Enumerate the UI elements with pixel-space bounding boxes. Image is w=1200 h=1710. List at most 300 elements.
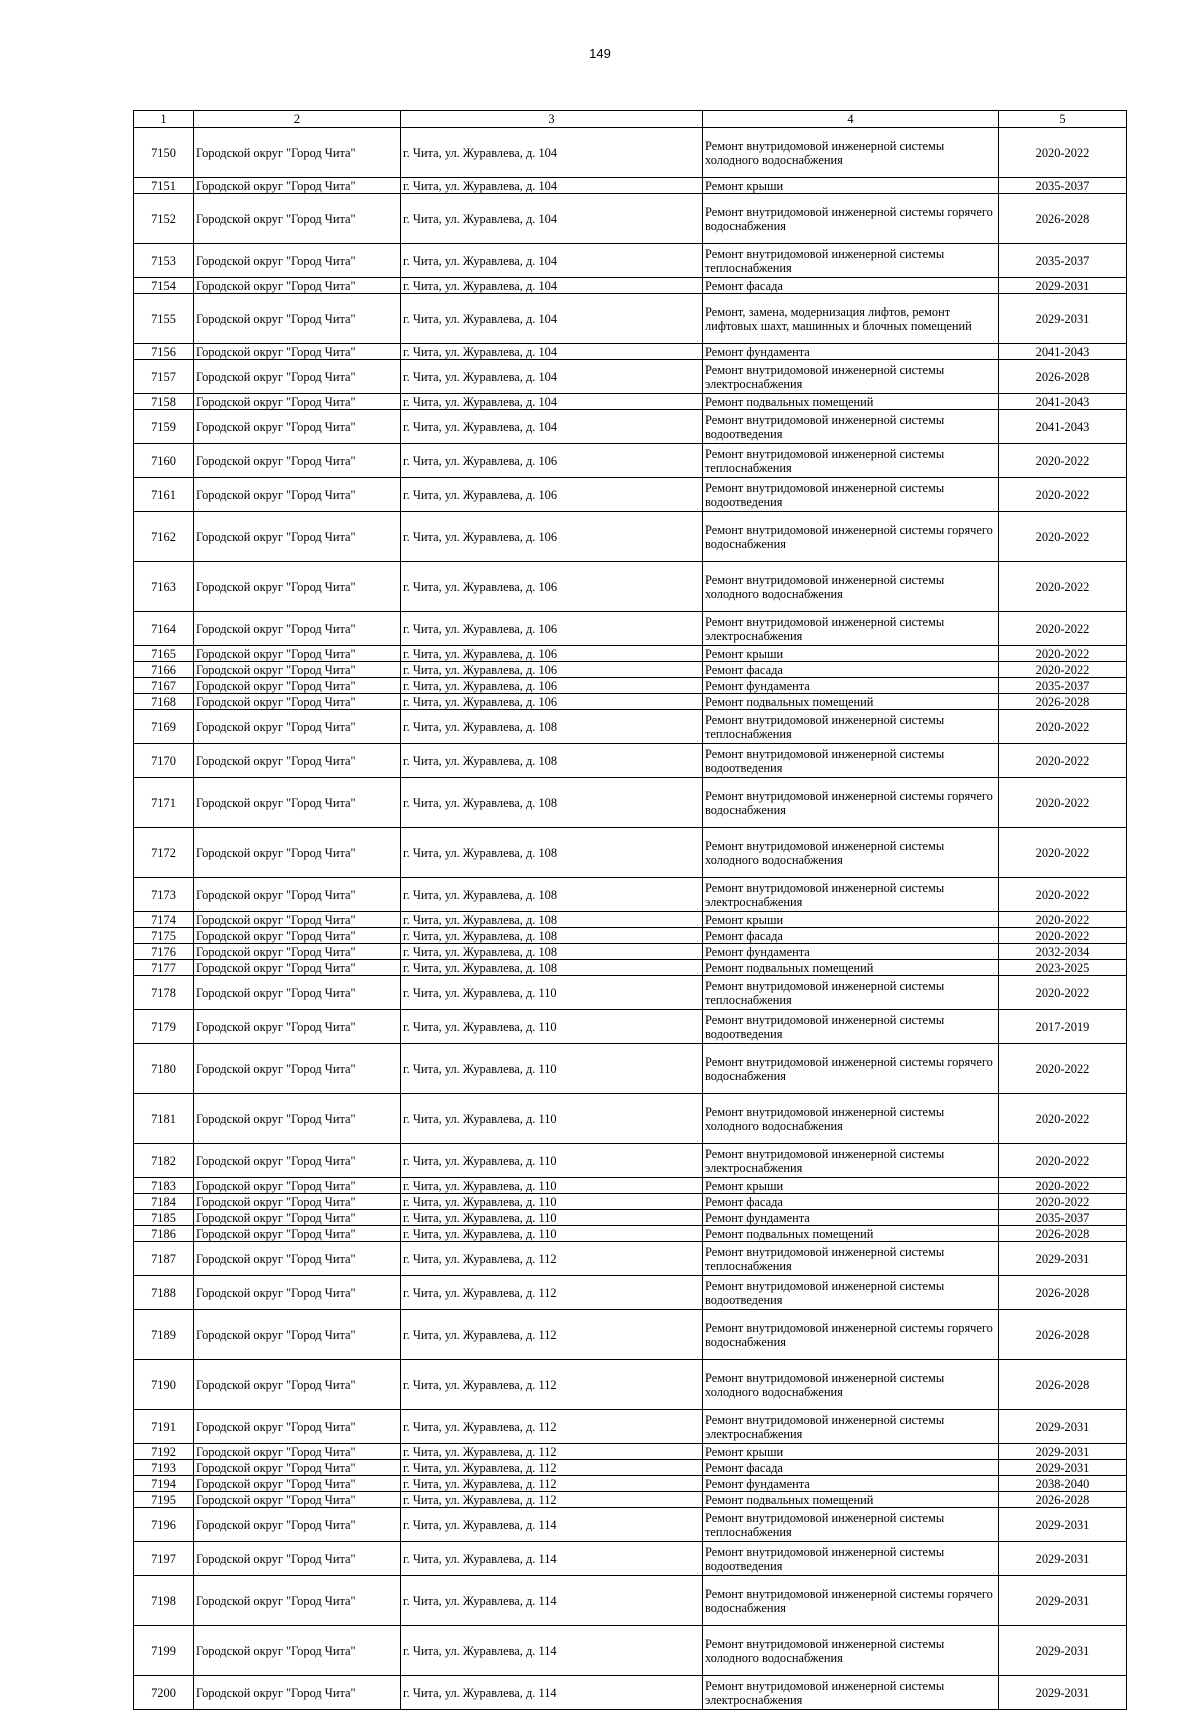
- work-type-cell: Ремонт фасада: [703, 1460, 999, 1476]
- table-row: [134, 1144, 1127, 1178]
- work-type-cell: Ремонт подвальных помещений: [703, 694, 999, 710]
- period-cell: 2020-2022: [999, 512, 1127, 562]
- row-number-cell: 7151: [134, 178, 194, 194]
- period-cell: 2020-2022: [999, 128, 1127, 178]
- work-type-cell: Ремонт внутридомовой инженерной системы водоотведения: [703, 744, 999, 778]
- table-row: [134, 944, 1127, 960]
- row-number-cell: 7190: [134, 1360, 194, 1410]
- municipality-cell: Городской округ "Город Чита": [194, 828, 401, 878]
- period-cell: 2026-2028: [999, 694, 1127, 710]
- table-row: [134, 1094, 1127, 1144]
- period-cell: 2020-2022: [999, 928, 1127, 944]
- work-type-cell: Ремонт внутридомовой инженерной системы водоотведения: [703, 1010, 999, 1044]
- work-type-cell: Ремонт внутридомовой инженерной системы теплоснабжения: [703, 444, 999, 478]
- work-type-cell: Ремонт внутридомовой инженерной системы горячего водоснабжения: [703, 778, 999, 828]
- row-number-cell: 7196: [134, 1508, 194, 1542]
- table-row: [134, 194, 1127, 244]
- table-row: [134, 928, 1127, 944]
- municipality-cell: Городской округ "Город Чита": [194, 344, 401, 360]
- table-row: [134, 244, 1127, 278]
- municipality-cell: Городской округ "Город Чита": [194, 1276, 401, 1310]
- address-cell: г. Чита, ул. Журавлева, д. 112: [401, 1460, 703, 1476]
- period-cell: 2020-2022: [999, 1178, 1127, 1194]
- work-type-cell: Ремонт внутридомовой инженерной системы теплоснабжения: [703, 976, 999, 1010]
- column-header: 5: [999, 111, 1127, 128]
- address-cell: г. Чита, ул. Журавлева, д. 112: [401, 1444, 703, 1460]
- row-number-cell: 7171: [134, 778, 194, 828]
- municipality-cell: Городской округ "Город Чита": [194, 878, 401, 912]
- address-cell: г. Чита, ул. Журавлева, д. 106: [401, 678, 703, 694]
- address-cell: г. Чита, ул. Журавлева, д. 112: [401, 1492, 703, 1508]
- row-number-cell: 7182: [134, 1144, 194, 1178]
- row-number-cell: 7200: [134, 1676, 194, 1710]
- row-number-cell: 7179: [134, 1010, 194, 1044]
- period-cell: 2017-2019: [999, 1010, 1127, 1044]
- row-number-cell: 7165: [134, 646, 194, 662]
- row-number-cell: 7192: [134, 1444, 194, 1460]
- period-cell: 2026-2028: [999, 194, 1127, 244]
- municipality-cell: Городской округ "Город Чита": [194, 612, 401, 646]
- municipality-cell: Городской округ "Город Чита": [194, 1178, 401, 1194]
- table-row: [134, 612, 1127, 646]
- work-type-cell: Ремонт внутридомовой инженерной системы горячего водоснабжения: [703, 512, 999, 562]
- address-cell: г. Чита, ул. Журавлева, д. 104: [401, 344, 703, 360]
- table-row: [134, 178, 1127, 194]
- table-row: [134, 1310, 1127, 1360]
- address-cell: г. Чита, ул. Журавлева, д. 104: [401, 278, 703, 294]
- row-number-cell: 7166: [134, 662, 194, 678]
- table-row: [134, 1276, 1127, 1310]
- row-number-cell: 7150: [134, 128, 194, 178]
- municipality-cell: Городской округ "Город Чита": [194, 1410, 401, 1444]
- row-number-cell: 7174: [134, 912, 194, 928]
- work-type-cell: Ремонт подвальных помещений: [703, 1492, 999, 1508]
- municipality-cell: Городской округ "Город Чита": [194, 1210, 401, 1226]
- row-number-cell: 7167: [134, 678, 194, 694]
- table-row: [134, 960, 1127, 976]
- address-cell: г. Чита, ул. Журавлева, д. 114: [401, 1508, 703, 1542]
- work-type-cell: Ремонт внутридомовой инженерной системы теплоснабжения: [703, 1242, 999, 1276]
- table-row: [134, 512, 1127, 562]
- row-number-cell: 7155: [134, 294, 194, 344]
- address-cell: г. Чита, ул. Журавлева, д. 112: [401, 1476, 703, 1492]
- row-number-cell: 7181: [134, 1094, 194, 1144]
- table-row: [134, 1044, 1127, 1094]
- municipality-cell: Городской округ "Город Чита": [194, 360, 401, 394]
- period-cell: 2026-2028: [999, 1360, 1127, 1410]
- work-type-cell: Ремонт внутридомовой инженерной системы водоотведения: [703, 1542, 999, 1576]
- period-cell: 2029-2031: [999, 1542, 1127, 1576]
- period-cell: 2020-2022: [999, 478, 1127, 512]
- address-cell: г. Чита, ул. Журавлева, д. 104: [401, 194, 703, 244]
- row-number-cell: 7159: [134, 410, 194, 444]
- row-number-cell: 7156: [134, 344, 194, 360]
- address-cell: г. Чита, ул. Журавлева, д. 110: [401, 1226, 703, 1242]
- municipality-cell: Городской округ "Город Чита": [194, 278, 401, 294]
- municipality-cell: Городской округ "Город Чита": [194, 744, 401, 778]
- work-type-cell: Ремонт фасада: [703, 1194, 999, 1210]
- period-cell: 2026-2028: [999, 1492, 1127, 1508]
- municipality-cell: Городской округ "Город Чита": [194, 562, 401, 612]
- row-number-cell: 7169: [134, 710, 194, 744]
- municipality-cell: Городской округ "Город Чита": [194, 1310, 401, 1360]
- row-number-cell: 7170: [134, 744, 194, 778]
- work-type-cell: Ремонт внутридомовой инженерной системы водоотведения: [703, 410, 999, 444]
- period-cell: 2020-2022: [999, 646, 1127, 662]
- period-cell: 2020-2022: [999, 1044, 1127, 1094]
- column-number-row: [134, 111, 1127, 128]
- row-number-cell: 7194: [134, 1476, 194, 1492]
- column-header: 3: [401, 111, 703, 128]
- row-number-cell: 7186: [134, 1226, 194, 1242]
- column-header: 2: [194, 111, 401, 128]
- period-cell: 2029-2031: [999, 1444, 1127, 1460]
- address-cell: г. Чита, ул. Журавлева, д. 110: [401, 976, 703, 1010]
- period-cell: 2020-2022: [999, 612, 1127, 646]
- municipality-cell: Городской округ "Город Чита": [194, 1492, 401, 1508]
- table-row: [134, 976, 1127, 1010]
- table-row: [134, 710, 1127, 744]
- table-row: [134, 1194, 1127, 1210]
- table-row: [134, 878, 1127, 912]
- work-type-cell: Ремонт внутридомовой инженерной системы электроснабжения: [703, 878, 999, 912]
- municipality-cell: Городской округ "Город Чита": [194, 1576, 401, 1626]
- address-cell: г. Чита, ул. Журавлева, д. 106: [401, 512, 703, 562]
- address-cell: г. Чита, ул. Журавлева, д. 110: [401, 1194, 703, 1210]
- municipality-cell: Городской округ "Город Чита": [194, 1444, 401, 1460]
- work-type-cell: Ремонт внутридомовой инженерной системы электроснабжения: [703, 1410, 999, 1444]
- municipality-cell: Городской округ "Город Чита": [194, 294, 401, 344]
- row-number-cell: 7185: [134, 1210, 194, 1226]
- work-type-cell: Ремонт внутридомовой инженерной системы холодного водоснабжения: [703, 128, 999, 178]
- work-type-cell: Ремонт крыши: [703, 1178, 999, 1194]
- municipality-cell: Городской округ "Город Чита": [194, 1508, 401, 1542]
- period-cell: 2020-2022: [999, 444, 1127, 478]
- period-cell: 2020-2022: [999, 976, 1127, 1010]
- row-number-cell: 7163: [134, 562, 194, 612]
- table-row: [134, 410, 1127, 444]
- period-cell: 2029-2031: [999, 1576, 1127, 1626]
- municipality-cell: Городской округ "Город Чита": [194, 944, 401, 960]
- municipality-cell: Городской округ "Город Чита": [194, 1542, 401, 1576]
- table-row: [134, 1444, 1127, 1460]
- table-row: [134, 828, 1127, 878]
- work-type-cell: Ремонт подвальных помещений: [703, 394, 999, 410]
- address-cell: г. Чита, ул. Журавлева, д. 108: [401, 778, 703, 828]
- period-cell: 2041-2043: [999, 394, 1127, 410]
- municipality-cell: Городской округ "Город Чита": [194, 960, 401, 976]
- period-cell: 2020-2022: [999, 562, 1127, 612]
- municipality-cell: Городской округ "Город Чита": [194, 1094, 401, 1144]
- address-cell: г. Чита, ул. Журавлева, д. 108: [401, 828, 703, 878]
- municipality-cell: Городской округ "Город Чита": [194, 1360, 401, 1410]
- period-cell: 2029-2031: [999, 294, 1127, 344]
- table-row: [134, 662, 1127, 678]
- period-cell: 2020-2022: [999, 912, 1127, 928]
- table-row: [134, 1676, 1127, 1710]
- period-cell: 2029-2031: [999, 1242, 1127, 1276]
- address-cell: г. Чита, ул. Журавлева, д. 114: [401, 1542, 703, 1576]
- municipality-cell: Городской округ "Город Чита": [194, 1144, 401, 1178]
- table-row: [134, 1576, 1127, 1626]
- table-row: [134, 128, 1127, 178]
- period-cell: 2029-2031: [999, 1410, 1127, 1444]
- row-number-cell: 7162: [134, 512, 194, 562]
- municipality-cell: Городской округ "Город Чита": [194, 1460, 401, 1476]
- municipality-cell: Городской округ "Город Чита": [194, 778, 401, 828]
- work-type-cell: Ремонт внутридомовой инженерной системы электроснабжения: [703, 360, 999, 394]
- table-row: [134, 344, 1127, 360]
- work-type-cell: Ремонт фундамента: [703, 1476, 999, 1492]
- table-row: [134, 444, 1127, 478]
- table-row: [134, 1360, 1127, 1410]
- municipality-cell: Городской округ "Город Чита": [194, 694, 401, 710]
- row-number-cell: 7193: [134, 1460, 194, 1476]
- municipality-cell: Городской округ "Город Чита": [194, 1476, 401, 1492]
- address-cell: г. Чита, ул. Журавлева, д. 106: [401, 694, 703, 710]
- work-type-cell: Ремонт внутридомовой инженерной системы водоотведения: [703, 478, 999, 512]
- work-type-cell: Ремонт фундамента: [703, 678, 999, 694]
- work-type-cell: Ремонт крыши: [703, 912, 999, 928]
- period-cell: 2029-2031: [999, 1626, 1127, 1676]
- row-number-cell: 7198: [134, 1576, 194, 1626]
- table-row: [134, 294, 1127, 344]
- address-cell: г. Чита, ул. Журавлева, д. 106: [401, 444, 703, 478]
- municipality-cell: Городской округ "Город Чита": [194, 478, 401, 512]
- period-cell: 2035-2037: [999, 244, 1127, 278]
- address-cell: г. Чита, ул. Журавлева, д. 110: [401, 1144, 703, 1178]
- repair-schedule-table: [133, 110, 1127, 1710]
- row-number-cell: 7183: [134, 1178, 194, 1194]
- address-cell: г. Чита, ул. Журавлева, д. 106: [401, 646, 703, 662]
- work-type-cell: Ремонт внутридомовой инженерной системы холодного водоснабжения: [703, 562, 999, 612]
- municipality-cell: Городской округ "Город Чита": [194, 710, 401, 744]
- period-cell: 2026-2028: [999, 1226, 1127, 1242]
- municipality-cell: Городской округ "Город Чита": [194, 1194, 401, 1210]
- period-cell: 2026-2028: [999, 1276, 1127, 1310]
- address-cell: г. Чита, ул. Журавлева, д. 106: [401, 612, 703, 646]
- work-type-cell: Ремонт фасада: [703, 928, 999, 944]
- table-row: [134, 778, 1127, 828]
- address-cell: г. Чита, ул. Журавлева, д. 106: [401, 562, 703, 612]
- period-cell: 2041-2043: [999, 410, 1127, 444]
- row-number-cell: 7176: [134, 944, 194, 960]
- work-type-cell: Ремонт внутридомовой инженерной системы горячего водоснабжения: [703, 1310, 999, 1360]
- municipality-cell: Городской округ "Город Чита": [194, 912, 401, 928]
- work-type-cell: Ремонт внутридомовой инженерной системы теплоснабжения: [703, 244, 999, 278]
- period-cell: 2023-2025: [999, 960, 1127, 976]
- table-row: [134, 1626, 1127, 1676]
- municipality-cell: Городской округ "Город Чита": [194, 444, 401, 478]
- table-row: [134, 394, 1127, 410]
- row-number-cell: 7191: [134, 1410, 194, 1444]
- work-type-cell: Ремонт внутридомовой инженерной системы электроснабжения: [703, 612, 999, 646]
- row-number-cell: 7195: [134, 1492, 194, 1508]
- municipality-cell: Городской округ "Город Чита": [194, 928, 401, 944]
- table-row: [134, 562, 1127, 612]
- row-number-cell: 7180: [134, 1044, 194, 1094]
- work-type-cell: Ремонт внутридомовой инженерной системы холодного водоснабжения: [703, 1094, 999, 1144]
- period-cell: 2035-2037: [999, 178, 1127, 194]
- period-cell: 2035-2037: [999, 1210, 1127, 1226]
- row-number-cell: 7175: [134, 928, 194, 944]
- period-cell: 2041-2043: [999, 344, 1127, 360]
- municipality-cell: Городской округ "Город Чита": [194, 976, 401, 1010]
- period-cell: 2020-2022: [999, 1194, 1127, 1210]
- work-type-cell: Ремонт внутридомовой инженерной системы теплоснабжения: [703, 710, 999, 744]
- municipality-cell: Городской округ "Город Чита": [194, 1044, 401, 1094]
- period-cell: 2020-2022: [999, 1144, 1127, 1178]
- municipality-cell: Городской округ "Город Чита": [194, 662, 401, 678]
- address-cell: г. Чита, ул. Журавлева, д. 108: [401, 928, 703, 944]
- row-number-cell: 7172: [134, 828, 194, 878]
- row-number-cell: 7153: [134, 244, 194, 278]
- address-cell: г. Чита, ул. Журавлева, д. 110: [401, 1010, 703, 1044]
- work-type-cell: Ремонт фасада: [703, 278, 999, 294]
- address-cell: г. Чита, ул. Журавлева, д. 112: [401, 1276, 703, 1310]
- period-cell: 2032-2034: [999, 944, 1127, 960]
- work-type-cell: Ремонт внутридомовой инженерной системы теплоснабжения: [703, 1508, 999, 1542]
- work-type-cell: Ремонт внутридомовой инженерной системы холодного водоснабжения: [703, 1360, 999, 1410]
- row-number-cell: 7164: [134, 612, 194, 646]
- address-cell: г. Чита, ул. Журавлева, д. 112: [401, 1410, 703, 1444]
- address-cell: г. Чита, ул. Журавлева, д. 110: [401, 1094, 703, 1144]
- row-number-cell: 7197: [134, 1542, 194, 1576]
- table-row: [134, 1210, 1127, 1226]
- period-cell: 2029-2031: [999, 278, 1127, 294]
- table-row: [134, 1508, 1127, 1542]
- table-row: [134, 1226, 1127, 1242]
- address-cell: г. Чита, ул. Журавлева, д. 108: [401, 912, 703, 928]
- address-cell: г. Чита, ул. Журавлева, д. 108: [401, 710, 703, 744]
- address-cell: г. Чита, ул. Журавлева, д. 108: [401, 944, 703, 960]
- column-header: 4: [703, 111, 999, 128]
- municipality-cell: Городской округ "Город Чита": [194, 646, 401, 662]
- address-cell: г. Чита, ул. Журавлева, д. 110: [401, 1210, 703, 1226]
- work-type-cell: Ремонт фундамента: [703, 1210, 999, 1226]
- work-type-cell: Ремонт внутридомовой инженерной системы горячего водоснабжения: [703, 194, 999, 244]
- period-cell: 2029-2031: [999, 1508, 1127, 1542]
- address-cell: г. Чита, ул. Журавлева, д. 112: [401, 1310, 703, 1360]
- period-cell: 2020-2022: [999, 744, 1127, 778]
- work-type-cell: Ремонт фундамента: [703, 944, 999, 960]
- municipality-cell: Городской округ "Город Чита": [194, 1010, 401, 1044]
- period-cell: 2020-2022: [999, 662, 1127, 678]
- period-cell: 2026-2028: [999, 360, 1127, 394]
- page-number: 149: [589, 46, 611, 61]
- period-cell: 2020-2022: [999, 778, 1127, 828]
- work-type-cell: Ремонт внутридомовой инженерной системы водоотведения: [703, 1276, 999, 1310]
- work-type-cell: Ремонт внутридомовой инженерной системы электроснабжения: [703, 1676, 999, 1710]
- row-number-cell: 7188: [134, 1276, 194, 1310]
- table-row: [134, 678, 1127, 694]
- table-row: [134, 1460, 1127, 1476]
- municipality-cell: Городской округ "Город Чита": [194, 1226, 401, 1242]
- address-cell: г. Чита, ул. Журавлева, д. 106: [401, 662, 703, 678]
- work-type-cell: Ремонт крыши: [703, 178, 999, 194]
- municipality-cell: Городской округ "Город Чита": [194, 394, 401, 410]
- address-cell: г. Чита, ул. Журавлева, д. 104: [401, 244, 703, 278]
- column-header: 1: [134, 111, 194, 128]
- row-number-cell: 7152: [134, 194, 194, 244]
- table-row: [134, 360, 1127, 394]
- address-cell: г. Чита, ул. Журавлева, д. 104: [401, 410, 703, 444]
- municipality-cell: Городской округ "Город Чита": [194, 1676, 401, 1710]
- period-cell: 2020-2022: [999, 878, 1127, 912]
- address-cell: г. Чита, ул. Журавлева, д. 112: [401, 1242, 703, 1276]
- work-type-cell: Ремонт подвальных помещений: [703, 1226, 999, 1242]
- table-row: [134, 744, 1127, 778]
- period-cell: 2029-2031: [999, 1460, 1127, 1476]
- table-row: [134, 694, 1127, 710]
- row-number-cell: 7154: [134, 278, 194, 294]
- table-row: [134, 1242, 1127, 1276]
- work-type-cell: Ремонт внутридомовой инженерной системы горячего водоснабжения: [703, 1044, 999, 1094]
- table-body: [134, 128, 1127, 1710]
- table-row: [134, 1410, 1127, 1444]
- table-row: [134, 1010, 1127, 1044]
- address-cell: г. Чита, ул. Журавлева, д. 104: [401, 128, 703, 178]
- work-type-cell: Ремонт внутридомовой инженерной системы холодного водоснабжения: [703, 828, 999, 878]
- row-number-cell: 7161: [134, 478, 194, 512]
- address-cell: г. Чита, ул. Журавлева, д. 108: [401, 878, 703, 912]
- table-row: [134, 1476, 1127, 1492]
- address-cell: г. Чита, ул. Журавлева, д. 104: [401, 178, 703, 194]
- row-number-cell: 7177: [134, 960, 194, 976]
- address-cell: г. Чита, ул. Журавлева, д. 104: [401, 360, 703, 394]
- work-type-cell: Ремонт, замена, модернизация лифтов, ремонт лифтовых шахт, машинных и блочных помещений: [703, 294, 999, 344]
- row-number-cell: 7178: [134, 976, 194, 1010]
- municipality-cell: Городской округ "Город Чита": [194, 678, 401, 694]
- row-number-cell: 7187: [134, 1242, 194, 1276]
- address-cell: г. Чита, ул. Журавлева, д. 104: [401, 294, 703, 344]
- address-cell: г. Чита, ул. Журавлева, д. 110: [401, 1044, 703, 1094]
- address-cell: г. Чита, ул. Журавлева, д. 114: [401, 1676, 703, 1710]
- address-cell: г. Чита, ул. Журавлева, д. 114: [401, 1576, 703, 1626]
- table-row: [134, 1492, 1127, 1508]
- municipality-cell: Городской округ "Город Чита": [194, 194, 401, 244]
- municipality-cell: Городской округ "Город Чита": [194, 512, 401, 562]
- period-cell: 2035-2037: [999, 678, 1127, 694]
- work-type-cell: Ремонт внутридомовой инженерной системы электроснабжения: [703, 1144, 999, 1178]
- period-cell: 2038-2040: [999, 1476, 1127, 1492]
- period-cell: 2026-2028: [999, 1310, 1127, 1360]
- address-cell: г. Чита, ул. Журавлева, д. 108: [401, 960, 703, 976]
- municipality-cell: Городской округ "Город Чита": [194, 1626, 401, 1676]
- municipality-cell: Городской округ "Город Чита": [194, 244, 401, 278]
- municipality-cell: Городской округ "Город Чита": [194, 410, 401, 444]
- address-cell: г. Чита, ул. Журавлева, д. 106: [401, 478, 703, 512]
- table-row: [134, 278, 1127, 294]
- row-number-cell: 7168: [134, 694, 194, 710]
- row-number-cell: 7158: [134, 394, 194, 410]
- period-cell: 2029-2031: [999, 1676, 1127, 1710]
- row-number-cell: 7199: [134, 1626, 194, 1676]
- row-number-cell: 7189: [134, 1310, 194, 1360]
- work-type-cell: Ремонт фундамента: [703, 344, 999, 360]
- period-cell: 2020-2022: [999, 828, 1127, 878]
- work-type-cell: Ремонт внутридомовой инженерной системы горячего водоснабжения: [703, 1576, 999, 1626]
- work-type-cell: Ремонт внутридомовой инженерной системы холодного водоснабжения: [703, 1626, 999, 1676]
- table-row: [134, 478, 1127, 512]
- address-cell: г. Чита, ул. Журавлева, д. 110: [401, 1178, 703, 1194]
- row-number-cell: 7184: [134, 1194, 194, 1210]
- address-cell: г. Чита, ул. Журавлева, д. 112: [401, 1360, 703, 1410]
- table-row: [134, 912, 1127, 928]
- work-type-cell: Ремонт подвальных помещений: [703, 960, 999, 976]
- address-cell: г. Чита, ул. Журавлева, д. 114: [401, 1626, 703, 1676]
- row-number-cell: 7173: [134, 878, 194, 912]
